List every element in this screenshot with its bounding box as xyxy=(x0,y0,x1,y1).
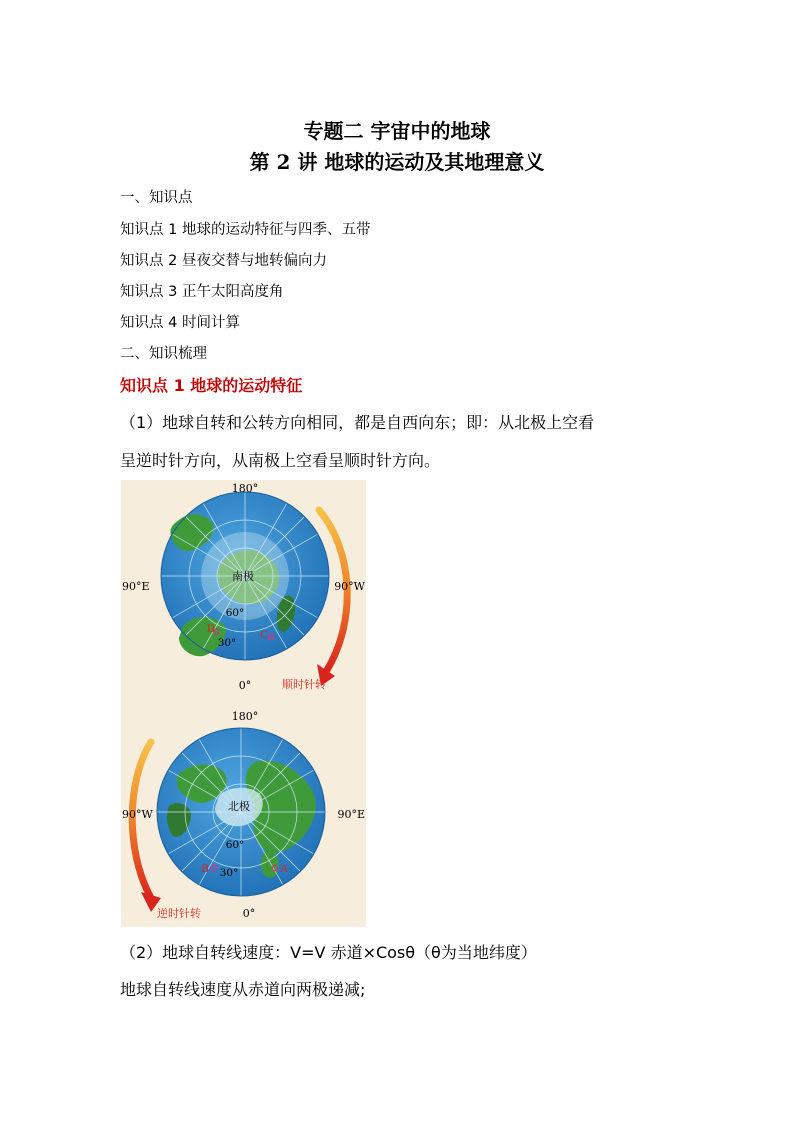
kp1-para1-line1: （1）地球自转和公转方向相同，都是自西向东；即：从北极上空看 xyxy=(120,413,595,432)
knowledge-point-2: 知识点 2 昼夜交替与地转偏向力 xyxy=(120,253,327,269)
north-pole-globe xyxy=(122,710,365,920)
north-arrow-label: 逆时针转 xyxy=(157,907,201,920)
south-pole-globe xyxy=(122,482,366,692)
earth-rotation-figure xyxy=(121,480,366,927)
north-label-180: 180° xyxy=(231,710,259,723)
document-title: 专题二 宇宙中的地球 xyxy=(303,119,491,143)
north-label-0: 0° xyxy=(242,907,256,920)
south-pole-label: 南极 xyxy=(232,570,254,583)
review-heading: 二、知识梳理 xyxy=(120,346,207,362)
north-label-90e: 90°E xyxy=(337,808,365,821)
north-point-b-label: B xyxy=(201,863,209,875)
south-lat60-label: 60° xyxy=(225,607,245,619)
south-point-c-label: C xyxy=(259,629,269,641)
north-label-90w: 90°W xyxy=(122,808,153,821)
kp1-para2-line2: 地球自转线速度从赤道向两极递减; xyxy=(120,980,366,999)
lesson-title: 第 2 讲 地球的运动及其地理意义 xyxy=(249,150,545,174)
knowledge-point-3: 知识点 3 正午太阳高度角 xyxy=(120,284,284,300)
south-lat30-label: 30° xyxy=(217,637,237,649)
knowledge-point-1: 知识点 1 地球的运动特征与四季、五带 xyxy=(120,222,371,238)
kp1-para1-line2: 呈逆时针方向，从南极上空看呈顺时针方向。 xyxy=(120,451,441,470)
south-point-d-label: D xyxy=(206,623,216,635)
earth-rotation-diagram xyxy=(121,480,366,927)
south-arrow-label: 顺时针转 xyxy=(282,678,326,691)
north-pole-label: 北极 xyxy=(228,800,250,813)
north-lat60-label: 60° xyxy=(225,839,245,851)
south-label-0: 0° xyxy=(238,679,252,692)
knowledge-point-4: 知识点 4 时间计算 xyxy=(120,315,240,331)
north-point-a-label: A xyxy=(280,863,288,875)
kp1-para2-line1: （2）地球自转线速度：V=V 赤道×Cosθ（θ为当地纬度） xyxy=(120,943,537,962)
kp1-heading: 知识点 1 地球的运动特征 xyxy=(120,376,303,395)
knowledge-points-heading: 一、知识点 xyxy=(120,190,193,206)
south-label-90w: 90°W xyxy=(334,580,365,593)
south-label-90e: 90°E xyxy=(122,580,150,593)
north-lat30-label: 30° xyxy=(219,867,239,879)
south-label-180: 180° xyxy=(231,482,259,495)
